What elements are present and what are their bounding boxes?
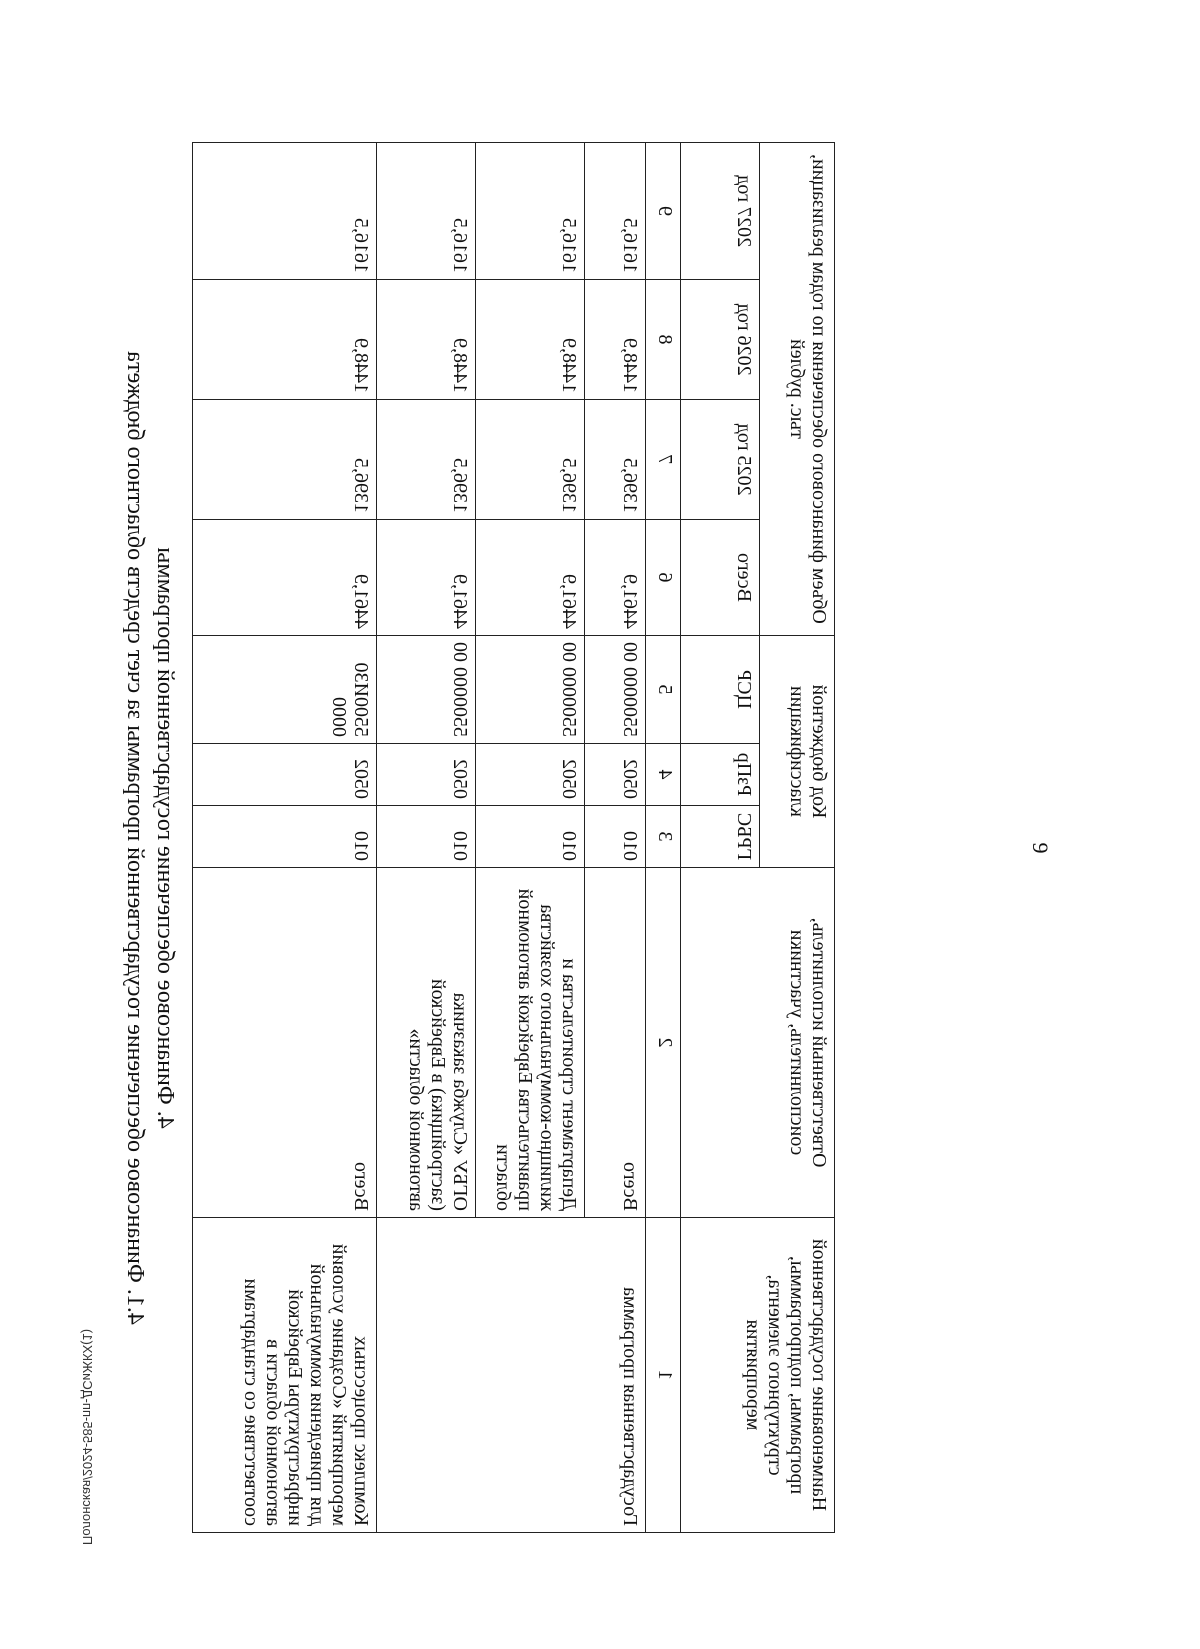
- row-total: 4461,9: [476, 519, 585, 635]
- row-name: Государственная программа: [377, 1218, 646, 1533]
- finance-table: [192, 142, 835, 1533]
- row-csr: 5500000 00: [476, 635, 585, 743]
- header-responsible: Ответственный исполнитель, соисполнитель, участники: [681, 868, 835, 1218]
- row-2027: 1616,5: [193, 142, 377, 279]
- row-responsible: Всего: [585, 868, 646, 1218]
- header-row-1: [760, 142, 835, 1532]
- page-number: 9: [1028, 842, 1053, 854]
- row-total: 4461,9: [193, 519, 377, 635]
- row-grbs: 010: [377, 806, 476, 868]
- header-name: Наименование государственной программы, подпрограммы, структурного элемента, мероприятия: [681, 1218, 835, 1533]
- column-number: 1: [646, 1218, 681, 1533]
- document-footer: Полонская/2024-585-пп-ДСиЖКХ(1): [80, 1328, 95, 1545]
- row-2027: 1616,5: [585, 142, 646, 279]
- header-volume: Объем финансового обеспечения по годам реализации, тыс. рублей: [760, 142, 835, 635]
- row-2026: 1448,9: [585, 279, 646, 399]
- row-2027: 1616,5: [476, 142, 585, 279]
- table-row: [585, 142, 646, 1532]
- row-grbs: 010: [193, 806, 377, 868]
- row-responsible: ОГБУ «Служба заказчика (застройщика) в Еврейской автономной области»: [377, 868, 476, 1218]
- header-2027: 2027 год: [681, 142, 760, 279]
- header-budget-code: Код бюджетной классификации: [760, 635, 835, 867]
- row-grbs: 010: [476, 806, 585, 868]
- column-number: 2: [646, 868, 681, 1218]
- header-total: Всего: [681, 519, 760, 635]
- heading-line-1: 4. Финансовое обеспечение государственной программы: [152, 547, 178, 1129]
- document-heading: [120, 143, 180, 1533]
- column-number: 4: [646, 744, 681, 806]
- heading-line-2: 4.1. Финансовое обеспечение государственной программы за счет средств областного бюджета: [122, 351, 148, 1325]
- row-csr: 5500000 00: [377, 635, 476, 743]
- row-rzpr: 0502: [193, 744, 377, 806]
- column-number: 9: [646, 142, 681, 279]
- row-2026: 1448,9: [193, 279, 377, 399]
- row-responsible: Всего: [193, 868, 377, 1218]
- header-2026: 2026 год: [681, 279, 760, 399]
- row-total: 4461,9: [585, 519, 646, 635]
- column-number: 8: [646, 279, 681, 399]
- row-name: Комплекс процессных мероприятий «Создание условий для приведения коммунальной инфраструктуры Еврейской автономной области в соответствие со стандартами: [193, 1218, 377, 1533]
- row-csr: 5500ИЗ0 0000: [193, 635, 377, 743]
- row-rzpr: 0502: [585, 744, 646, 806]
- header-2025: 2025 год: [681, 399, 760, 519]
- row-grbs: 010: [585, 806, 646, 868]
- row-2025: 1396,5: [193, 399, 377, 519]
- rotated-page-content: [120, 143, 900, 1533]
- row-2026: 1448,9: [377, 279, 476, 399]
- row-2025: 1396,5: [377, 399, 476, 519]
- row-csr: 5500000 00: [585, 635, 646, 743]
- table-row: [193, 142, 377, 1532]
- column-number: 7: [646, 399, 681, 519]
- row-responsible: Департамент строительства и жилищно-коммунального хозяйства правительства Еврейской автономной области: [476, 868, 585, 1218]
- row-rzpr: 0502: [476, 744, 585, 806]
- header-csr: ЦСР: [681, 635, 760, 743]
- column-number: 6: [646, 519, 681, 635]
- row-total: 4461,9: [377, 519, 476, 635]
- column-number-row: [646, 142, 681, 1532]
- column-number: 5: [646, 635, 681, 743]
- row-2025: 1396,5: [585, 399, 646, 519]
- row-2027: 1616,5: [377, 142, 476, 279]
- header-grbs: ГРБС: [681, 806, 760, 868]
- row-rzpr: 0502: [377, 744, 476, 806]
- row-2026: 1448,9: [476, 279, 585, 399]
- header-rzpr: РзПр: [681, 744, 760, 806]
- row-2025: 1396,5: [476, 399, 585, 519]
- column-number: 3: [646, 806, 681, 868]
